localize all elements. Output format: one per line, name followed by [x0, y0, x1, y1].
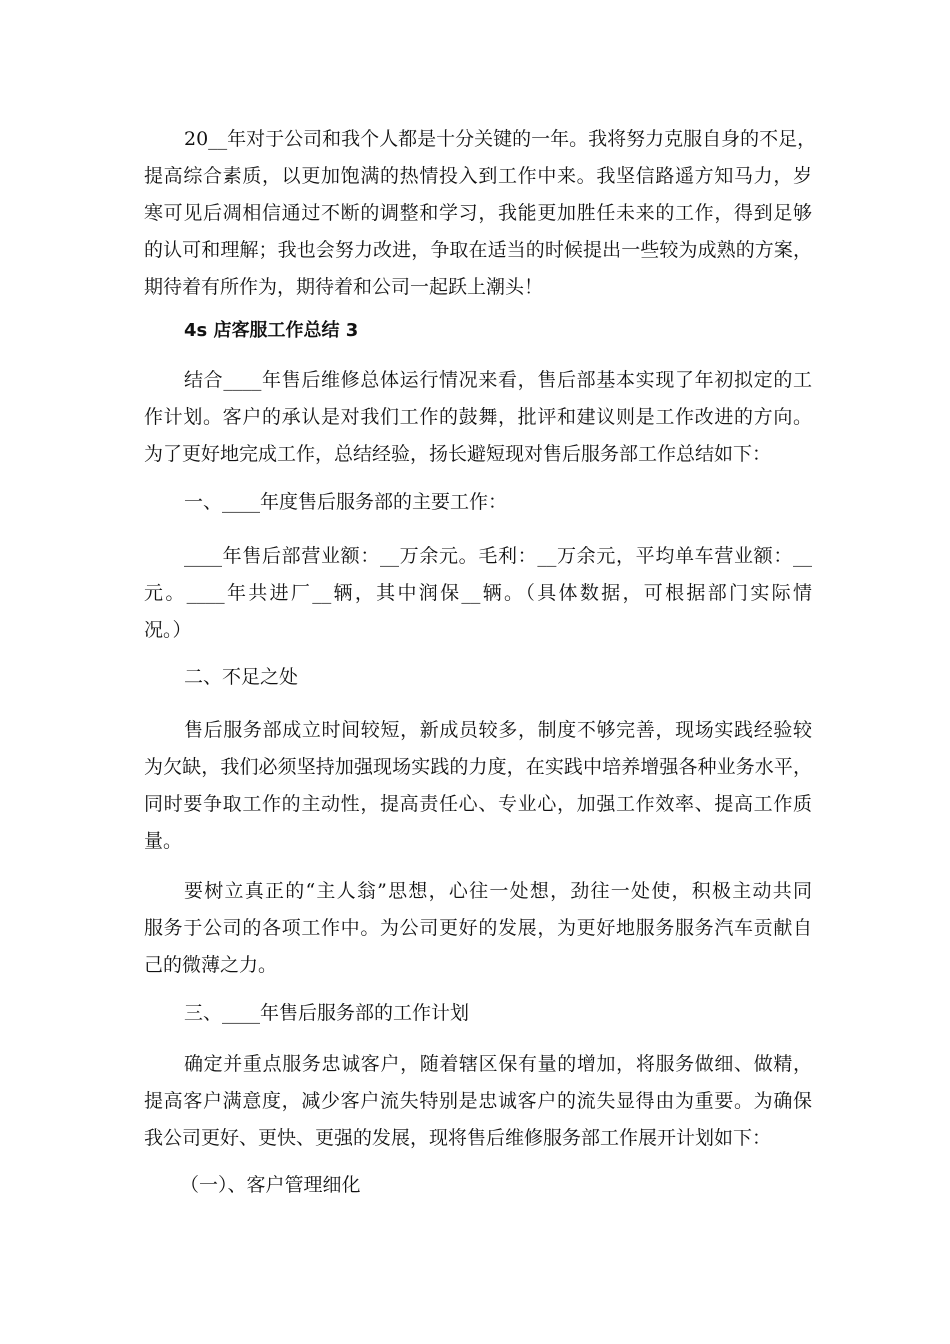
- section-heading: 4s 店客服工作总结 3: [184, 320, 359, 341]
- text-line: 确定并重点服务忠诚客户，随着辖区保有量的增加，将服务做细、做精，: [184, 1053, 812, 1075]
- paragraph-ownership: [144, 873, 812, 984]
- paragraph-summary-intro: [144, 362, 812, 473]
- paragraph-figures: [144, 538, 812, 649]
- text-line: 寒可见后凋相信通过不断的调整和学习，我能更加胜任未来的工作，得到足够: [144, 202, 812, 224]
- text-line: 同时要争取工作的主动性，提高责任心、专业心，加强工作效率、提高工作质: [144, 793, 812, 815]
- paragraph-year-outlook: [144, 121, 817, 306]
- text-line: 为欠缺，我们必须坚持加强现场实践的力度，在实践中培养增强各种业务水平，: [144, 756, 812, 778]
- paragraph-shortcomings: [144, 712, 812, 860]
- text-line: 服务于公司的各项工作中。为公司更好的发展，为更好地服务服务汽车贡献自: [144, 917, 812, 939]
- subheading-shortcomings: 二、不足之处: [184, 666, 299, 688]
- text-line: 结合____年售后维修总体运行情况来看，售后部基本实现了年初拟定的工: [184, 369, 812, 391]
- subheading-work-plan: 三、____年售后服务部的工作计划: [184, 1002, 470, 1024]
- text-line: 作计划。客户的承认是对我们工作的鼓舞，批评和建议则是工作改进的方向。: [144, 406, 812, 428]
- text-line: 提高综合素质，以更加饱满的热情投入到工作中来。我坚信路遥方知马力，岁: [144, 165, 812, 187]
- text-line: 期待着有所作为，期待着和公司一起跃上潮头！: [144, 276, 544, 298]
- text-line: 提高客户满意度，减少客户流失特别是忠诚客户的流失显得由为重要。为确保: [144, 1090, 812, 1112]
- text-line: 的认可和理解；我也会努力改进，争取在适当的时候提出一些较为成熟的方案，: [144, 239, 812, 261]
- paragraph-work-plan: [144, 1046, 812, 1157]
- subheading-main-work: 一、____年度售后服务部的主要工作：: [184, 491, 508, 513]
- text-line: 元。____年共进厂__辆，其中润保__辆。（具体数据，可根据部门实际情: [144, 582, 812, 604]
- text-line: ____年售后部营业额：__万余元。毛利：__万余元，平均单车营业额：__: [184, 545, 812, 567]
- text-line: 量。: [144, 830, 183, 852]
- text-line: 20__年对于公司和我个人都是十分关键的一年。我将努力克服自身的不足，: [184, 128, 817, 150]
- text-line: 我公司更好、更快、更强的发展，现将售后维修服务部工作展开计划如下：: [144, 1127, 772, 1149]
- text-line: 为了更好地完成工作，总结经验，扬长避短现对售后服务部工作总结如下：: [144, 443, 772, 465]
- text-line: 要树立真正的“主人翁”思想，心往一处想，劲往一处使，积极主动共同: [184, 880, 812, 902]
- subheading-customer-management: （一）、客户管理细化: [180, 1174, 361, 1196]
- text-line: 己的微薄之力。: [144, 954, 278, 976]
- text-line: 售后服务部成立时间较短，新成员较多，制度不够完善，现场实践经验较: [184, 719, 812, 741]
- text-line: 况。）: [144, 619, 192, 641]
